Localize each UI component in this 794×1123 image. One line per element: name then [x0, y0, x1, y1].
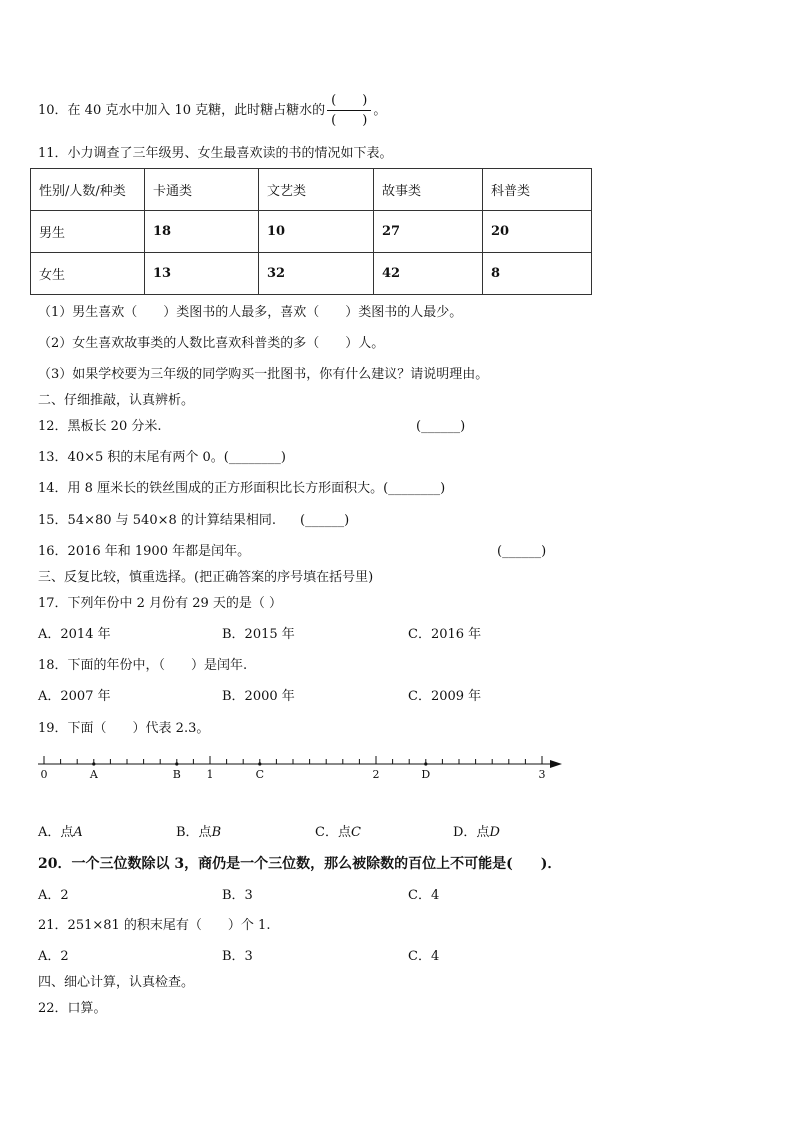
question-15-text: 15．54×80 与 540×8 的计算结果相同. [38, 513, 277, 528]
number-line [34, 742, 574, 784]
option-b[interactable]: B．3 [222, 949, 253, 964]
table-header-cell: 文艺类 [259, 169, 374, 211]
table-header-cell: 故事类 [374, 169, 483, 211]
option-a[interactable] [38, 824, 83, 842]
table-header-cell: 科普类 [483, 169, 592, 211]
question-11-text: 11．小力调查了三年级男、女生最喜欢读的书的情况如下表。 [38, 146, 393, 161]
option-a[interactable]: A．2014 年 [38, 627, 111, 642]
option-c[interactable]: C．4 [408, 949, 440, 964]
question-10 [38, 92, 386, 129]
question-13-text: 13．40×5 积的末尾有两个 0。(________) [38, 450, 286, 465]
table-row [31, 211, 592, 253]
survey-table [30, 168, 592, 295]
question-12-answer-blank[interactable]: (______) [416, 419, 466, 434]
option-a-variable: A [73, 825, 83, 840]
question-21-text: 21．251×81 的积末尾有（ ）个 1. [38, 918, 271, 933]
number-line-tick-label: 2 [372, 768, 380, 781]
table-cell: 女生 [31, 253, 145, 295]
fraction-numerator: ( ) [331, 93, 368, 108]
option-c[interactable]: C．4 [408, 888, 440, 903]
table-cell: 男生 [31, 211, 145, 253]
option-c-label: C．点 [315, 825, 351, 840]
question-14-text: 14．用 8 厘米长的铁丝围成的正方形面积比长方形面积大。(________) [38, 481, 446, 496]
number-line-point [258, 762, 261, 765]
option-a-label: A．点 [38, 825, 74, 840]
question-19-text: 19．下面（ ）代表 2.3。 [38, 721, 210, 736]
question-10-end: 。 [373, 103, 387, 118]
number-line-point-label: B [172, 768, 181, 781]
number-line-point-label: A [89, 768, 98, 781]
option-b-label: B．点 [176, 825, 212, 840]
number-line-tick-label: 1 [206, 768, 214, 781]
option-d[interactable] [453, 824, 500, 842]
number-line-tick-label: 0 [40, 768, 48, 781]
option-a[interactable]: A．2 [38, 949, 69, 964]
section-3-heading: 三、反复比较，慎重选择。(把正确答案的序号填在括号里) [38, 570, 374, 585]
table-cell: 20 [483, 211, 592, 253]
table-header-row [31, 169, 592, 211]
table-cell: 27 [374, 211, 483, 253]
fraction-blank[interactable] [327, 92, 371, 129]
question-16-text: 16．2016 年和 1900 年都是闰年。 [38, 544, 251, 559]
option-b[interactable]: B．2015 年 [222, 627, 295, 642]
arrow-right-icon [550, 760, 562, 768]
table-cell: 32 [259, 253, 374, 295]
option-c[interactable]: C．2009 年 [408, 689, 482, 704]
question-15-answer-blank[interactable]: (______) [300, 513, 350, 528]
option-b[interactable]: B．3 [222, 888, 253, 903]
option-b[interactable] [176, 824, 221, 842]
number-line-point [175, 762, 178, 765]
option-c[interactable] [315, 824, 361, 842]
table-cell: 18 [145, 211, 259, 253]
question-16-answer-blank[interactable]: (______) [497, 544, 547, 559]
option-a[interactable]: A．2007 年 [38, 689, 111, 704]
number-line-point [92, 762, 95, 765]
table-row [31, 253, 592, 295]
section-4-heading: 四、细心计算，认真检查。 [38, 975, 195, 990]
table-header-cell: 卡通类 [145, 169, 259, 211]
section-2-heading: 二、仔细推敲，认真辨析。 [38, 393, 195, 408]
number-line-point-label: D [421, 768, 431, 781]
question-11-sub-3: （3）如果学校要为三年级的同学购买一批图书，你有什么建议？请说明理由。 [38, 367, 489, 382]
option-d-label: D．点 [453, 825, 490, 840]
question-20-text: 20．一个三位数除以 3，商仍是一个三位数，那么被除数的百位上不可能是( )． [38, 856, 562, 872]
option-b-variable: B [211, 825, 222, 840]
question-11-sub-1: （1）男生喜欢（ ）类图书的人最多，喜欢（ ）类图书的人最少。 [38, 305, 463, 320]
option-a[interactable]: A．2 [38, 888, 69, 903]
question-10-text: 10．在 40 克水中加入 10 克糖，此时糖占糖水的 [38, 103, 326, 118]
question-12-text: 12．黑板长 20 分米. [38, 419, 162, 434]
table-header-cell: 性别/人数/种类 [31, 169, 145, 211]
question-17-text: 17．下列年份中 2 月份有 29 天的是（ ） [38, 596, 283, 611]
number-line-point [424, 762, 427, 765]
option-c-variable: C [350, 825, 361, 840]
table-cell: 13 [145, 253, 259, 295]
number-line-point-label: C [255, 768, 265, 781]
number-line-tick-label: 3 [538, 768, 546, 781]
option-d-variable: D [489, 825, 500, 840]
question-22-text: 22．口算。 [38, 1001, 107, 1016]
table-cell: 42 [374, 253, 483, 295]
option-c[interactable]: C．2016 年 [408, 627, 482, 642]
question-11-sub-2: （2）女生喜欢故事类的人数比喜欢科普类的多（ ）人。 [38, 336, 385, 351]
question-18-text: 18．下面的年份中，（ ）是闰年. [38, 658, 248, 673]
fraction-denominator: ( ) [331, 113, 368, 128]
table-cell: 10 [259, 211, 374, 253]
option-b[interactable]: B．2000 年 [222, 689, 295, 704]
table-cell: 8 [483, 253, 592, 295]
